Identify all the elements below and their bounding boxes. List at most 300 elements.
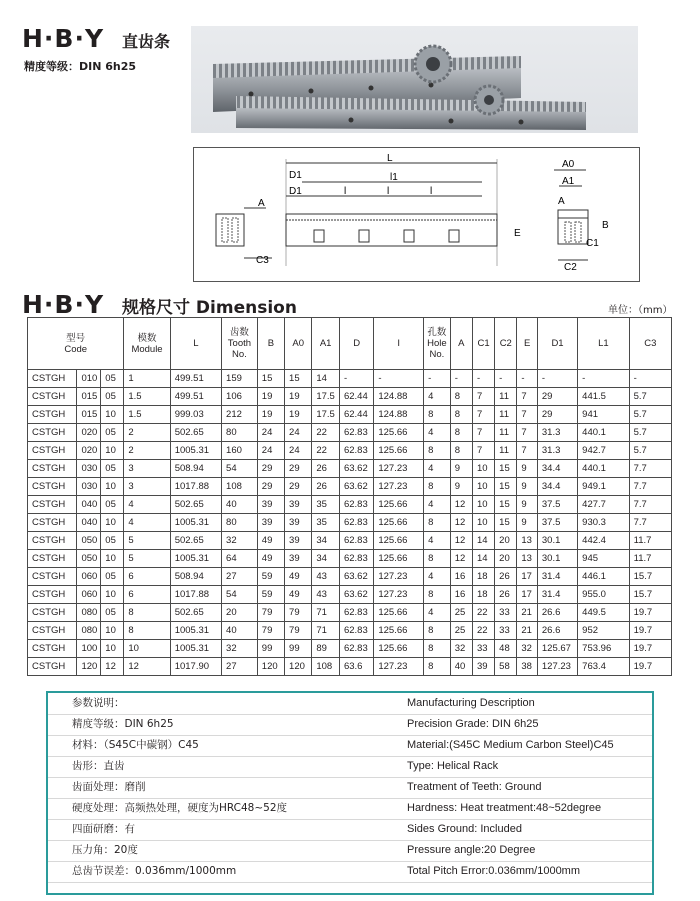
section-title: 规格尺寸 Dimension (122, 298, 297, 318)
manufacturing-description (46, 691, 654, 895)
dimension-drawing (193, 147, 640, 282)
table-cell: 15.7 (629, 586, 671, 604)
table-cell: 62.83 (339, 604, 373, 622)
table-cell: 43 (312, 586, 340, 604)
table-cell: 12 (101, 658, 124, 676)
table-cell: 15.7 (629, 568, 671, 586)
table-cell: 4 (124, 514, 170, 532)
table-cell: 80 (222, 424, 258, 442)
table-cell: 27 (222, 658, 258, 676)
table-cell: 10 (101, 406, 124, 424)
table-cell: 7 (472, 388, 494, 406)
description-row (48, 756, 652, 778)
table-row (28, 388, 672, 406)
table-cell: 39 (257, 514, 284, 532)
table-row (28, 496, 672, 514)
table-cell: 441.5 (578, 388, 629, 406)
label-A1: A1 (562, 176, 575, 187)
table-cell: 125.67 (537, 640, 577, 658)
table-cell: 8 (124, 622, 170, 640)
description-en: Treatment of Teeth: Ground (407, 781, 542, 793)
table-cell: 159 (222, 370, 258, 388)
table-cell: 125.66 (374, 442, 424, 460)
table-cell: 125.66 (374, 622, 424, 640)
table-row (28, 550, 672, 568)
description-row (48, 819, 652, 841)
table-cell: 212 (222, 406, 258, 424)
table-cell: 79 (257, 622, 284, 640)
table-cell: 040 (77, 514, 101, 532)
table-cell: 7 (517, 406, 538, 424)
table-cell: 12 (450, 496, 472, 514)
description-cn: 齿形：直齿 (72, 760, 125, 772)
table-cell: 7.7 (629, 514, 671, 532)
label-A: A (258, 198, 265, 209)
table-cell: 39 (285, 496, 312, 514)
table-cell: 060 (77, 586, 101, 604)
table-cell: 63.6 (339, 658, 373, 676)
table-cell: - (450, 370, 472, 388)
table-cell: 125.66 (374, 604, 424, 622)
table-cell: 499.51 (170, 370, 221, 388)
description-en: Material:(S45C Medium Carbon Steel)C45 (407, 739, 614, 751)
table-cell: 29 (257, 460, 284, 478)
table-cell: 125.66 (374, 514, 424, 532)
table-cell: 29 (285, 478, 312, 496)
table-cell: 29 (257, 478, 284, 496)
table-cell: 3 (124, 478, 170, 496)
table-cell: - (424, 370, 451, 388)
table-cell: 5 (124, 550, 170, 568)
table-cell: 17 (517, 568, 538, 586)
table-cell: 108 (222, 478, 258, 496)
table-row (28, 622, 672, 640)
table-cell: 10 (101, 478, 124, 496)
col-hole: 孔数 Hole No. (424, 318, 451, 370)
table-cell: 949.1 (578, 478, 629, 496)
table-cell: 29 (285, 460, 312, 478)
table-cell: 62.44 (339, 388, 373, 406)
table-cell: 49 (257, 532, 284, 550)
table-cell: 34.4 (537, 478, 577, 496)
table-cell: 05 (101, 604, 124, 622)
description-en: Pressure angle:20 Degree (407, 844, 536, 856)
table-cell: 22 (472, 622, 494, 640)
table-cell: 127.23 (374, 460, 424, 478)
table-cell: 020 (77, 442, 101, 460)
table-row (28, 514, 672, 532)
table-cell: 106 (222, 388, 258, 406)
col-C3: C3 (629, 318, 671, 370)
table-cell: 26.6 (537, 604, 577, 622)
table-cell: 17 (517, 586, 538, 604)
table-cell: 508.94 (170, 460, 221, 478)
table-cell: 10 (472, 460, 494, 478)
table-cell: 39 (472, 658, 494, 676)
table-cell: 13 (517, 550, 538, 568)
table-cell: CSTGH (28, 586, 77, 604)
table-cell: 502.65 (170, 424, 221, 442)
table-cell: 35 (312, 514, 340, 532)
table-cell: - (629, 370, 671, 388)
table-cell: 9 (517, 460, 538, 478)
table-cell: 62.83 (339, 532, 373, 550)
table-cell: 1005.31 (170, 442, 221, 460)
col-C1: C1 (472, 318, 494, 370)
product-photo (191, 26, 638, 133)
page-title: 直齿条 (122, 32, 171, 51)
table-cell: 05 (101, 370, 124, 388)
table-cell: 05 (101, 532, 124, 550)
table-cell: - (339, 370, 373, 388)
table-cell: 16 (450, 586, 472, 604)
table-cell: - (537, 370, 577, 388)
table-cell: 15 (495, 460, 517, 478)
table-cell: - (517, 370, 538, 388)
table-cell: 19.7 (629, 604, 671, 622)
table-cell: 32 (222, 532, 258, 550)
table-cell: 34 (312, 550, 340, 568)
table-cell: 020 (77, 424, 101, 442)
table-cell: 99 (257, 640, 284, 658)
table-cell: 9 (450, 478, 472, 496)
table-cell: 8 (450, 406, 472, 424)
col-tooth: 齿数 Tooth No. (222, 318, 258, 370)
table-cell: 54 (222, 460, 258, 478)
table-cell: CSTGH (28, 370, 77, 388)
table-cell: 39 (285, 514, 312, 532)
col-D1: D1 (537, 318, 577, 370)
table-cell: 62.83 (339, 514, 373, 532)
table-cell: 1017.88 (170, 478, 221, 496)
table-cell: 1005.31 (170, 622, 221, 640)
description-en: Sides Ground: Included (407, 823, 522, 835)
table-cell: 5 (124, 532, 170, 550)
table-cell: 127.23 (537, 658, 577, 676)
table-cell: CSTGH (28, 460, 77, 478)
col-E: E (517, 318, 538, 370)
col-C2: C2 (495, 318, 517, 370)
col-D: D (339, 318, 373, 370)
table-cell: CSTGH (28, 514, 77, 532)
table-cell: 63.62 (339, 586, 373, 604)
table-cell: 31.3 (537, 442, 577, 460)
table-cell: 62.83 (339, 550, 373, 568)
description-en: Total Pitch Error:0.036mm/1000mm (407, 865, 581, 877)
label-A0: A0 (562, 159, 575, 170)
table-cell: 6 (124, 568, 170, 586)
table-cell: 4 (424, 496, 451, 514)
table-cell: 5.7 (629, 424, 671, 442)
table-cell: 89 (312, 640, 340, 658)
table-cell: 15 (495, 496, 517, 514)
table-cell: 12 (450, 532, 472, 550)
table-row (28, 604, 672, 622)
col-B: B (257, 318, 284, 370)
table-cell: 127.23 (374, 658, 424, 676)
table-cell: 34.4 (537, 460, 577, 478)
table-cell: 080 (77, 622, 101, 640)
table-cell: - (472, 370, 494, 388)
brand-logo-2: H·B·Y (22, 290, 105, 319)
table-cell: 71 (312, 604, 340, 622)
table-cell: 25 (450, 622, 472, 640)
table-cell: 37.5 (537, 514, 577, 532)
table-cell: 5.7 (629, 388, 671, 406)
table-cell: 015 (77, 406, 101, 424)
table-cell: 108 (312, 658, 340, 676)
table-cell: 24 (257, 442, 284, 460)
table-cell: 941 (578, 406, 629, 424)
description-cn: 齿面处理：磨削 (72, 781, 146, 793)
table-cell: 8 (424, 586, 451, 604)
table-cell: 10 (472, 514, 494, 532)
table-cell: 10 (472, 478, 494, 496)
table-cell: 2 (124, 424, 170, 442)
table-header-row (28, 318, 672, 370)
table-cell: 763.4 (578, 658, 629, 676)
table-cell: 8 (424, 442, 451, 460)
label-l-1: l (344, 186, 347, 197)
table-row (28, 532, 672, 550)
table-cell: 1.5 (124, 388, 170, 406)
table-cell: 59 (257, 568, 284, 586)
description-cn: 精度等级：DIN 6h25 (72, 718, 174, 730)
table-cell: 8 (124, 604, 170, 622)
table-cell: - (495, 370, 517, 388)
table-cell: 015 (77, 388, 101, 406)
table-cell: 19 (257, 388, 284, 406)
table-cell: 125.66 (374, 424, 424, 442)
table-cell: 21 (517, 622, 538, 640)
table-cell: 32 (222, 640, 258, 658)
table-row (28, 442, 672, 460)
table-cell: 49 (285, 568, 312, 586)
description-en: Precision Grade: DIN 6h25 (407, 718, 539, 730)
table-cell: 58 (495, 658, 517, 676)
table-cell: 1005.31 (170, 640, 221, 658)
table-cell: CSTGH (28, 406, 77, 424)
table-row (28, 424, 672, 442)
table-cell: 120 (257, 658, 284, 676)
table-cell: 62.83 (339, 640, 373, 658)
col-L1: L1 (578, 318, 629, 370)
table-cell: 1017.90 (170, 658, 221, 676)
table-cell: CSTGH (28, 496, 77, 514)
table-cell: 32 (517, 640, 538, 658)
table-row (28, 406, 672, 424)
table-cell: 10 (101, 586, 124, 604)
table-cell: 10 (101, 640, 124, 658)
table-cell: 7 (517, 424, 538, 442)
table-cell: 100 (77, 640, 101, 658)
table-cell: 427.7 (578, 496, 629, 514)
table-cell: 20 (222, 604, 258, 622)
table-cell: 508.94 (170, 568, 221, 586)
description-row (48, 714, 652, 736)
table-cell: 24 (285, 424, 312, 442)
table-cell: 9 (517, 514, 538, 532)
table-cell: 14 (472, 532, 494, 550)
table-cell: - (374, 370, 424, 388)
table-cell: 127.23 (374, 586, 424, 604)
table-cell: 33 (495, 622, 517, 640)
table-cell: 9 (450, 460, 472, 478)
table-cell: 124.88 (374, 388, 424, 406)
table-cell: 060 (77, 568, 101, 586)
label-C2: C2 (564, 262, 577, 273)
table-cell: CSTGH (28, 622, 77, 640)
table-row (28, 586, 672, 604)
table-cell: 30.1 (537, 550, 577, 568)
table-cell: 11.7 (629, 550, 671, 568)
table-cell: 999.03 (170, 406, 221, 424)
table-cell: 11 (495, 424, 517, 442)
table-cell: 54 (222, 586, 258, 604)
table-cell: 7.7 (629, 478, 671, 496)
label-A-r: A (558, 196, 565, 207)
table-cell: 49 (257, 550, 284, 568)
table-cell: 030 (77, 478, 101, 496)
table-cell: 19.7 (629, 640, 671, 658)
table-cell: 15 (285, 370, 312, 388)
table-cell: 39 (257, 496, 284, 514)
description-cn: 参数说明： (72, 697, 125, 709)
table-cell: 05 (101, 460, 124, 478)
table-cell: 22 (472, 604, 494, 622)
table-cell: 7 (472, 424, 494, 442)
table-cell: CSTGH (28, 442, 77, 460)
table-cell: 62.44 (339, 406, 373, 424)
table-cell: 1017.88 (170, 586, 221, 604)
table-cell: 24 (285, 442, 312, 460)
table-cell: 10 (101, 622, 124, 640)
table-cell: 21 (517, 604, 538, 622)
table-cell: 37.5 (537, 496, 577, 514)
table-cell: 499.51 (170, 388, 221, 406)
brand-logo: H·B·Y (22, 24, 105, 53)
table-cell: 5.7 (629, 406, 671, 424)
table-cell: 753.96 (578, 640, 629, 658)
table-cell: 79 (285, 622, 312, 640)
description-en: Hardness: Heat treatment:48~52degree (407, 802, 602, 814)
table-cell: 1 (124, 370, 170, 388)
table-cell: CSTGH (28, 388, 77, 406)
table-cell: 15 (495, 514, 517, 532)
description-cn: 四面研磨：有 (72, 823, 135, 835)
table-cell: 27 (222, 568, 258, 586)
table-cell: 12 (124, 658, 170, 676)
description-row (48, 861, 652, 883)
table-cell: 15 (257, 370, 284, 388)
table-cell: 9 (517, 478, 538, 496)
table-cell: 942.7 (578, 442, 629, 460)
table-cell: 442.4 (578, 532, 629, 550)
description-row (48, 840, 652, 862)
label-C1: C1 (586, 238, 599, 249)
table-cell: 18 (472, 586, 494, 604)
table-cell: 7 (517, 388, 538, 406)
table-cell: 125.66 (374, 532, 424, 550)
table-cell: 05 (101, 388, 124, 406)
table-cell: 080 (77, 604, 101, 622)
table-cell: 12 (450, 550, 472, 568)
table-cell: 26 (495, 586, 517, 604)
table-cell: 124.88 (374, 406, 424, 424)
table-cell: CSTGH (28, 604, 77, 622)
table-cell: 64 (222, 550, 258, 568)
table-cell: CSTGH (28, 568, 77, 586)
table-cell: 26 (312, 478, 340, 496)
table-cell: 502.65 (170, 604, 221, 622)
description-en: Manufacturing Description (407, 697, 535, 709)
table-cell: 31.3 (537, 424, 577, 442)
table-cell: 22 (312, 424, 340, 442)
label-E: E (514, 228, 521, 239)
table-cell: 31.4 (537, 586, 577, 604)
table-cell: 050 (77, 550, 101, 568)
description-cn: 总齿节误差：0.036mm/1000mm (72, 865, 237, 877)
description-cn: 硬度处理：高频热处理，硬度为HRC48~52度 (72, 802, 288, 814)
table-cell: 125.66 (374, 550, 424, 568)
table-cell: 26 (495, 568, 517, 586)
table-cell: 1005.31 (170, 550, 221, 568)
table-cell: 20 (495, 532, 517, 550)
description-cn: 材料：（S45C中碳钢）C45 (72, 739, 199, 751)
table-cell: 125.66 (374, 496, 424, 514)
table-cell: 20 (495, 550, 517, 568)
table-cell: 29 (537, 406, 577, 424)
table-cell: 19.7 (629, 622, 671, 640)
label-l-3: l (430, 186, 433, 197)
table-cell: 4 (424, 388, 451, 406)
table-cell: 48 (495, 640, 517, 658)
table-cell: 62.83 (339, 496, 373, 514)
table-cell: 502.65 (170, 496, 221, 514)
table-cell: 160 (222, 442, 258, 460)
table-cell: 952 (578, 622, 629, 640)
table-cell: 440.1 (578, 424, 629, 442)
table-cell: 502.65 (170, 532, 221, 550)
table-cell: 10 (124, 640, 170, 658)
table-cell: 1.5 (124, 406, 170, 424)
table-cell: 127.23 (374, 478, 424, 496)
table-cell: 8 (424, 406, 451, 424)
description-row (48, 693, 652, 715)
description-en: Type: Helical Rack (407, 760, 499, 772)
table-cell: 8 (424, 622, 451, 640)
table-cell: 19 (285, 406, 312, 424)
table-cell: 10 (101, 550, 124, 568)
col-module: 模数 Module (124, 318, 170, 370)
table-cell: 40 (222, 622, 258, 640)
table-cell: 40 (222, 496, 258, 514)
table-cell: 33 (495, 604, 517, 622)
table-cell: 010 (77, 370, 101, 388)
table-cell: 7 (517, 442, 538, 460)
table-cell: CSTGH (28, 424, 77, 442)
label-D1: D1 (289, 170, 302, 181)
table-cell: 22 (312, 442, 340, 460)
col-code: 型号 Code (28, 318, 124, 370)
description-row (48, 735, 652, 757)
description-row (48, 798, 652, 820)
label-D1-b: D1 (289, 186, 302, 197)
table-cell: CSTGH (28, 550, 77, 568)
table-cell: 4 (124, 496, 170, 514)
table-cell: 71 (312, 622, 340, 640)
table-cell: 49 (285, 586, 312, 604)
